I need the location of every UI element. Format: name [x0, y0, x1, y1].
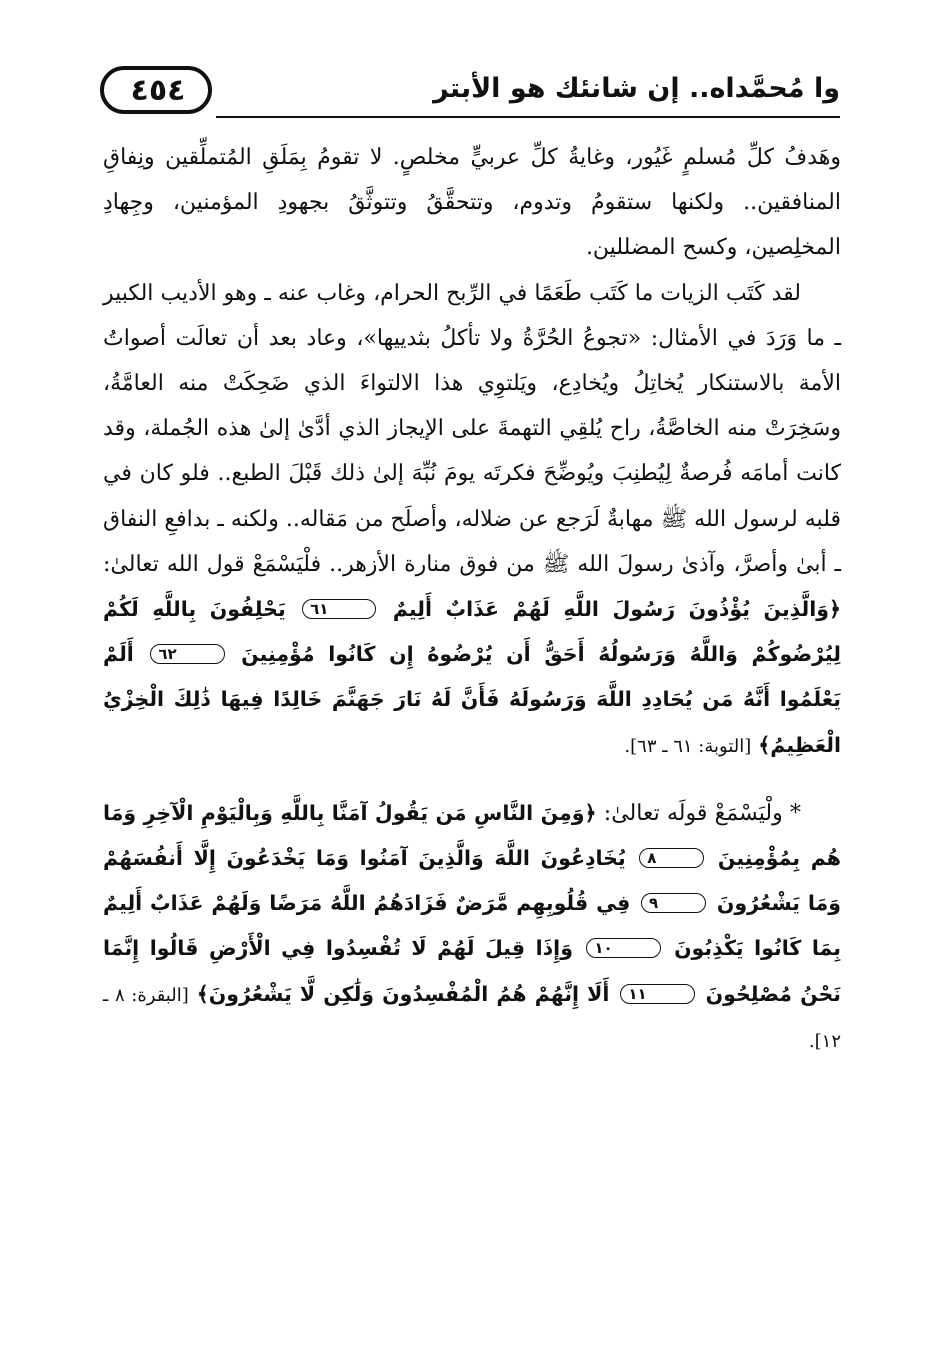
header-divider: [216, 116, 840, 118]
quran-verse: يَحْلِفُونَ بِاللَّهِ لَكُمْ لِيُرْضُوكُمْ وَاللَّهُ وَرَسُولُهُ أَحَقُّ أَن يُرْضُوهُ إِن كَانُوا مُؤْمِنِينَ: [103, 597, 841, 667]
quran-verse: فِي قُلُوبِهِم مَّرَضٌ فَزَادَهُمُ اللَّهُ مَرَضًا وَلَهُمْ عَذَابٌ أَلِيمٌ بِمَا كَانُوا يَكْذِبُونَ: [103, 891, 841, 961]
quran-verse: أَلَمْ يَعْلَمُوا أَنَّهُ مَن يُحَادِدِ اللَّهَ وَرَسُولَهُ فَأَنَّ لَهُ نَارَ جَهَنَّمَ خَالِدًا فِيهَا ذَٰلِكَ الْخِزْيُ الْعَظِيمُ﴾: [103, 642, 841, 757]
running-title: وا مُحمَّداه.. إن شانئك هو الأبتر: [433, 73, 840, 104]
quran-verse: يُخَادِعُونَ اللَّهَ وَالَّذِينَ آمَنُوا وَمَا يَخْدَعُونَ إِلَّا أَنفُسَهُمْ وَمَا يَشْعُرُونَ: [103, 846, 841, 916]
quran-verse: ﴿وَمِنَ النَّاسِ مَن يَقُولُ آمَنَّا بِاللَّهِ وَبِالْيَوْمِ الْآخِرِ وَمَا هُم بِمُؤْمِنِينَ: [103, 800, 841, 871]
ayah-number-marker: ٨: [639, 848, 704, 868]
paragraph-text: لقد كَتَب الزيات ما كَتَب طَعَمًا في الرِّبح الحرام، وغاب عنه ـ وهو الأديب الكبير ـ ما وَرَدَ في الأمثال: «تجوعُ الحُرَّةُ ولا تأكلُ بثدييها»، وعاد بعد أن تعالَت أصواتُ الأمة بالاستنكار يُخاتِلُ ويُخادِع، ويَلتوِي هذا الالتواءَ الذي ضَحِكَتْ منه العامَّةُ، وسَخِرَتْ منه الخاصَّةُ، راح يُلقِي التهمةَ على الإيجاز الذي أدَّىٰ إلىٰ هذه الجُملة، وقد كانت أمامَه فُرصةٌ لِيُطنِبَ ويُوضِّحَ فكرتَه يومَ نُبِّهَ إلىٰ ذلك قَبْلَ الطبع.. فلو كان في قلبه لرسول الله ﷺ مهابةٌ لَرَجع عن ضلاله، وأصلَح من مَقاله.. ولكنه ـ بدافعِ النفاق ـ أبىٰ وأصرَّ، وآذىٰ رسولَ الله ﷺ من فوق منارة الأزهر.. فلْيَسْمَعْ قول الله تعالىٰ:: [103, 280, 841, 577]
paragraph-baqarah: [103, 791, 841, 1064]
verse-reference: [البقرة: ٨ ـ ١٢].: [103, 984, 841, 1052]
paragraph-text: وهَدفُ كلِّ مُسلمٍ غَيُور، وغايةُ كلِّ عربيٍّ مخلصٍ. لا تقومُ بِمَلَقِ المُتملِّقين ونِفاقِ المنافقين.. ولكنها ستقومُ وتدوم، وتتحقَّقُ وتتوثَّقُ بجهودِ المؤمنين، وجِهادِ المخلِصين، وكسح المضللين.: [103, 145, 841, 261]
ayah-number-marker: ١٠: [586, 938, 660, 958]
page-number: ٤٥٤: [130, 72, 186, 108]
paragraph-text: * ولْيَسْمَعْ قولَه تعالىٰ:: [603, 800, 801, 826]
ayah-number-marker: ١١: [620, 984, 694, 1004]
quran-verse: ﴿وَالَّذِينَ يُؤْذُونَ رَسُولَ اللَّهِ لَهُمْ عَذَابٌ أَلِيمٌ: [392, 597, 842, 622]
page-header: [98, 62, 840, 124]
paragraph-gap: [103, 769, 841, 791]
ayah-number-marker: ٩: [641, 893, 706, 913]
verse-reference: [التوبة: ٦١ ـ ٦٣].: [624, 735, 752, 757]
page-number-badge: [98, 62, 218, 118]
ayah-number-marker: ٦٢: [150, 644, 224, 664]
ayah-number-marker: ٦١: [302, 599, 376, 619]
paragraph-continuation: [103, 135, 841, 271]
paragraph-zayyat: [103, 271, 841, 769]
body-text: [103, 135, 841, 1064]
quran-verse: أَلَا إِنَّهُمْ هُمُ الْمُفْسِدُونَ وَلَٰكِن لَّا يَشْعُرُونَ﴾: [196, 981, 610, 1006]
quran-verse: وَإِذَا قِيلَ لَهُمْ لَا تُفْسِدُوا فِي الْأَرْضِ قَالُوا إِنَّمَا نَحْنُ مُصْلِحُونَ: [103, 936, 841, 1006]
